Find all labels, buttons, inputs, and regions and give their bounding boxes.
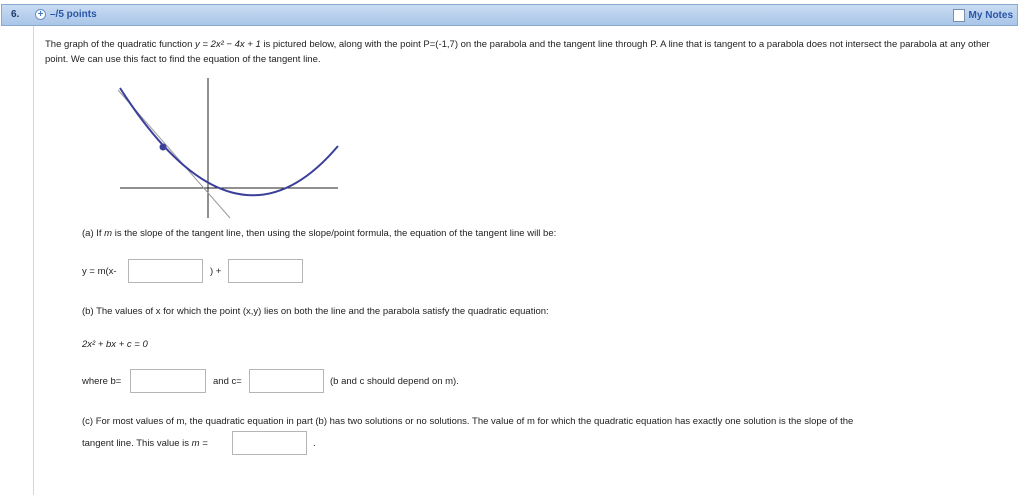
notes-checkbox-icon[interactable] [953,9,965,22]
my-notes-label: My Notes [968,9,1013,21]
tangent-eq-prefix: y = m(x- [82,266,117,277]
b-input[interactable] [130,369,206,393]
parabola-curve [120,88,338,195]
points-label: –/5 points [50,9,97,20]
expand-plus-icon[interactable]: + [35,9,46,20]
left-divider [33,26,34,495]
question-number: 6. [11,9,20,20]
quadratic-equation: 2x² + bx + c = 0 [82,339,148,350]
where-b-label: where b= [82,376,122,387]
point-x-input[interactable] [128,259,203,283]
b-c-note: (b and c should depend on m). [330,376,459,387]
part-a-text: (a) If m is the slope of the tangent line, then using the slope/point formula, the equation of the tangent line will be: [82,228,557,239]
intro-function: y = 2x² − 4x + 1 [195,39,261,50]
question-header [1,4,1018,26]
tangent-eq-middle: ) + [210,266,222,277]
m-input[interactable] [232,431,307,455]
part-c-text2: tangent line. This value is m = [82,438,208,449]
question-intro [45,37,1005,67]
part-b-text: (b) The values of x for which the point (x,y) lies on both the line and the parabola satisfy the quadratic equation: [82,306,549,317]
point-p [160,144,167,151]
c-input[interactable] [249,369,324,393]
parabola-graph [110,78,350,223]
intro-suffix: is pictured below, along with the point P=(-1,7) on the parabola and the tangent line through P. A line that is tangent to a parabola does not intersect the parabola at any other point. We can use this fact to find the equation of the tangent line. [45,39,990,65]
period: . [313,438,316,449]
intro-prefix: The graph of the quadratic function [45,39,195,50]
part-c-text: (c) For most values of m, the quadratic equation in part (b) has two solutions or no solutions. The value of m for which the quadratic equation has exactly one solution is the slope of the [82,416,854,427]
and-c-label: and c= [213,376,242,387]
point-y-input[interactable] [228,259,303,283]
my-notes-button[interactable] [953,8,1013,22]
